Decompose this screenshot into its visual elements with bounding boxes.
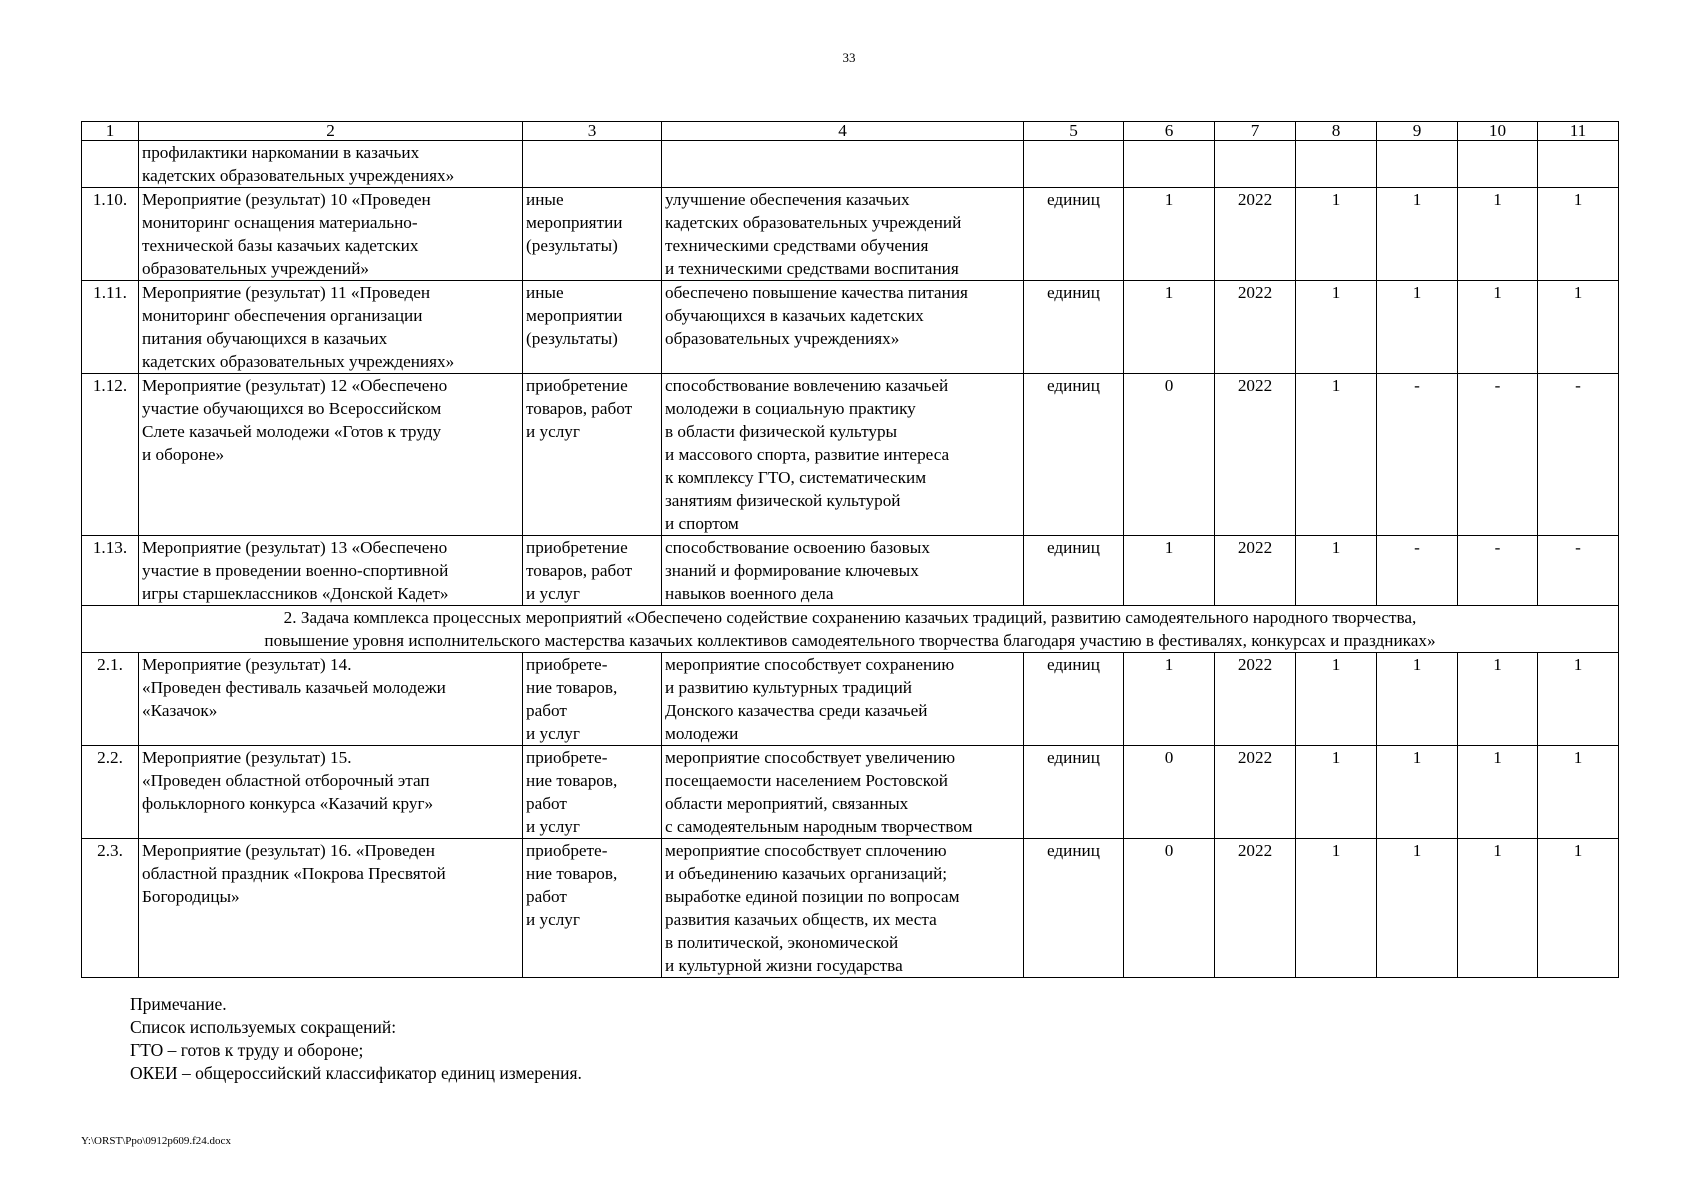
cell-v11: - (1538, 536, 1619, 606)
cell-num: 2.2. (82, 746, 139, 839)
cell-v9: - (1377, 374, 1458, 536)
cell-year (1215, 141, 1296, 188)
cell-name: Мероприятие (результат) 13 «Обеспечено участие в проведении военно-спортивной игры старшеклассников «Донской Кадет» (139, 536, 523, 606)
cell-v8: 1 (1296, 281, 1377, 374)
cell-base: 1 (1124, 188, 1215, 281)
cell-v8: 1 (1296, 536, 1377, 606)
cell-year: 2022 (1215, 281, 1296, 374)
cell-unit: единиц (1024, 536, 1124, 606)
cell-v9: - (1377, 536, 1458, 606)
cell-desc: обеспечено повышение качества питания обучающихся в казачьих кадетских образовательных учреждениях» (662, 281, 1024, 374)
cell-v10: - (1458, 536, 1538, 606)
cell-v10: 1 (1458, 188, 1538, 281)
table-row (82, 536, 1619, 606)
cell-desc: способствование вовлечению казачьей молодежи в социальную практику в области физической культуры и массового спорта, развитие интереса к комплексу ГТО, систематическим занятиям физической культурой и спортом (662, 374, 1024, 536)
cell-desc: мероприятие способствует сохранению и развитию культурных традиций Донского казачества среди казачьей молодежи (662, 653, 1024, 746)
cell-year: 2022 (1215, 839, 1296, 978)
cell-v10: 1 (1458, 746, 1538, 839)
cell-v10: 1 (1458, 281, 1538, 374)
cell-desc: мероприятие способствует сплочению и объединению казачьих организаций; выработке единой позиции по вопросам развития казачьих обществ, их места в политической, экономической и культурной жизни государства (662, 839, 1024, 978)
cell-base: 1 (1124, 536, 1215, 606)
cell-name: Мероприятие (результат) 11 «Проведен мониторинг обеспечения организации питания обучающихся в казачьих кадетских образовательных учреждениях» (139, 281, 523, 374)
cell-type: иные мероприятии (результаты) (523, 281, 662, 374)
note-line: Список используемых сокращений: (130, 1017, 397, 1037)
cell-v10 (1458, 141, 1538, 188)
cell-v11: - (1538, 374, 1619, 536)
cell-v9 (1377, 141, 1458, 188)
cell-unit: единиц (1024, 746, 1124, 839)
cell-v9: 1 (1377, 281, 1458, 374)
table-row (82, 281, 1619, 374)
cell-year: 2022 (1215, 374, 1296, 536)
cell-v8: 1 (1296, 188, 1377, 281)
cell-unit: единиц (1024, 374, 1124, 536)
cell-num: 1.12. (82, 374, 139, 536)
file-path-footer: Y:\ORST\Ppo\0912p609.f24.docx (81, 1135, 231, 1147)
header-cell: 7 (1215, 122, 1296, 141)
cell-num: 1.10. (82, 188, 139, 281)
cell-v11: 1 (1538, 188, 1619, 281)
cell-num: 2.3. (82, 839, 139, 978)
cell-v11: 1 (1538, 653, 1619, 746)
cell-base: 1 (1124, 281, 1215, 374)
header-cell: 9 (1377, 122, 1458, 141)
cell-v8: 1 (1296, 746, 1377, 839)
cell-year: 2022 (1215, 536, 1296, 606)
task-heading: 2. Задача комплекса процессных мероприятий «Обеспечено содействие сохранению казачьих традиций, развитию самодеятельного народного творчества, повышение уровня исполнительского мастерства казачьих коллективов самодеятельного творчества благодаря участию в фестивалях, конкурсах и праздниках» (82, 606, 1619, 653)
page-number: 33 (842, 50, 856, 65)
note-line: ОКЕИ – общероссийский классификатор единиц измерения. (130, 1063, 582, 1083)
cell-base: 0 (1124, 746, 1215, 839)
table-row (82, 188, 1619, 281)
cell-desc: способствование освоению базовых знаний и формирование ключевых навыков военного дела (662, 536, 1024, 606)
header-cell: 6 (1124, 122, 1215, 141)
cell-type (523, 141, 662, 188)
cell-unit: единиц (1024, 281, 1124, 374)
cell-base: 1 (1124, 653, 1215, 746)
cell-unit (1024, 141, 1124, 188)
cell-v8 (1296, 141, 1377, 188)
table-row (82, 839, 1619, 978)
cell-v10: 1 (1458, 653, 1538, 746)
cell-unit: единиц (1024, 653, 1124, 746)
header-cell: 8 (1296, 122, 1377, 141)
header-cell: 11 (1538, 122, 1619, 141)
cell-name: Мероприятие (результат) 10 «Проведен мониторинг оснащения материально- технической базы казачьих кадетских образовательных учреждений» (139, 188, 523, 281)
cell-v11 (1538, 141, 1619, 188)
activities-table (81, 121, 1619, 978)
cell-name: Мероприятие (результат) 16. «Проведен областной праздник «Покрова Пресвятой Богородицы» (139, 839, 523, 978)
cell-type: приобретение товаров, работ и услуг (523, 374, 662, 536)
cell-v9: 1 (1377, 746, 1458, 839)
cell-type: приобрете- ние товаров, работ и услуг (523, 653, 662, 746)
header-cell: 3 (523, 122, 662, 141)
cell-desc: улучшение обеспечения казачьих кадетских образовательных учреждений техническими средствами обучения и техническими средствами воспитания (662, 188, 1024, 281)
cell-v10: - (1458, 374, 1538, 536)
header-row (82, 122, 1619, 141)
cell-name: профилактики наркомании в казачьих кадетских образовательных учреждениях» (139, 141, 523, 188)
cell-name: Мероприятие (результат) 14. «Проведен фестиваль казачьей молодежи «Казачок» (139, 653, 523, 746)
cell-v11: 1 (1538, 839, 1619, 978)
table-row (82, 653, 1619, 746)
continuation-row (82, 141, 1619, 188)
cell-num: 1.13. (82, 536, 139, 606)
cell-num: 2.1. (82, 653, 139, 746)
header-cell: 5 (1024, 122, 1124, 141)
note-line: Примечание. (130, 994, 227, 1014)
cell-v9: 1 (1377, 839, 1458, 978)
cell-type: приобрете- ние товаров, работ и услуг (523, 746, 662, 839)
cell-base: 0 (1124, 374, 1215, 536)
header-cell: 10 (1458, 122, 1538, 141)
cell-year: 2022 (1215, 746, 1296, 839)
notes-block (130, 993, 582, 1085)
table-row (82, 374, 1619, 536)
cell-num (82, 141, 139, 188)
cell-desc (662, 141, 1024, 188)
cell-unit: единиц (1024, 188, 1124, 281)
cell-base: 0 (1124, 839, 1215, 978)
cell-year: 2022 (1215, 653, 1296, 746)
header-cell: 2 (139, 122, 523, 141)
cell-v8: 1 (1296, 653, 1377, 746)
note-line: ГТО – готов к труду и обороне; (130, 1040, 364, 1060)
cell-v9: 1 (1377, 653, 1458, 746)
task-row (82, 606, 1619, 653)
header-cell: 4 (662, 122, 1024, 141)
cell-type: приобретение товаров, работ и услуг (523, 536, 662, 606)
cell-name: Мероприятие (результат) 12 «Обеспечено участие обучающихся во Всероссийском Слете казачьей молодежи «Готов к труду и обороне» (139, 374, 523, 536)
cell-type: приобрете- ние товаров, работ и услуг (523, 839, 662, 978)
cell-year: 2022 (1215, 188, 1296, 281)
cell-type: иные мероприятии (результаты) (523, 188, 662, 281)
cell-desc: мероприятие способствует увеличению посещаемости населением Ростовской области мероприятий, связанных с самодеятельным народным творчеством (662, 746, 1024, 839)
cell-name: Мероприятие (результат) 15. «Проведен областной отборочный этап фольклорного конкурса «Казачий круг» (139, 746, 523, 839)
cell-v11: 1 (1538, 281, 1619, 374)
cell-v11: 1 (1538, 746, 1619, 839)
cell-base (1124, 141, 1215, 188)
cell-unit: единиц (1024, 839, 1124, 978)
cell-v8: 1 (1296, 374, 1377, 536)
cell-num: 1.11. (82, 281, 139, 374)
table-row (82, 746, 1619, 839)
cell-v8: 1 (1296, 839, 1377, 978)
cell-v9: 1 (1377, 188, 1458, 281)
cell-v10: 1 (1458, 839, 1538, 978)
header-cell: 1 (82, 122, 139, 141)
